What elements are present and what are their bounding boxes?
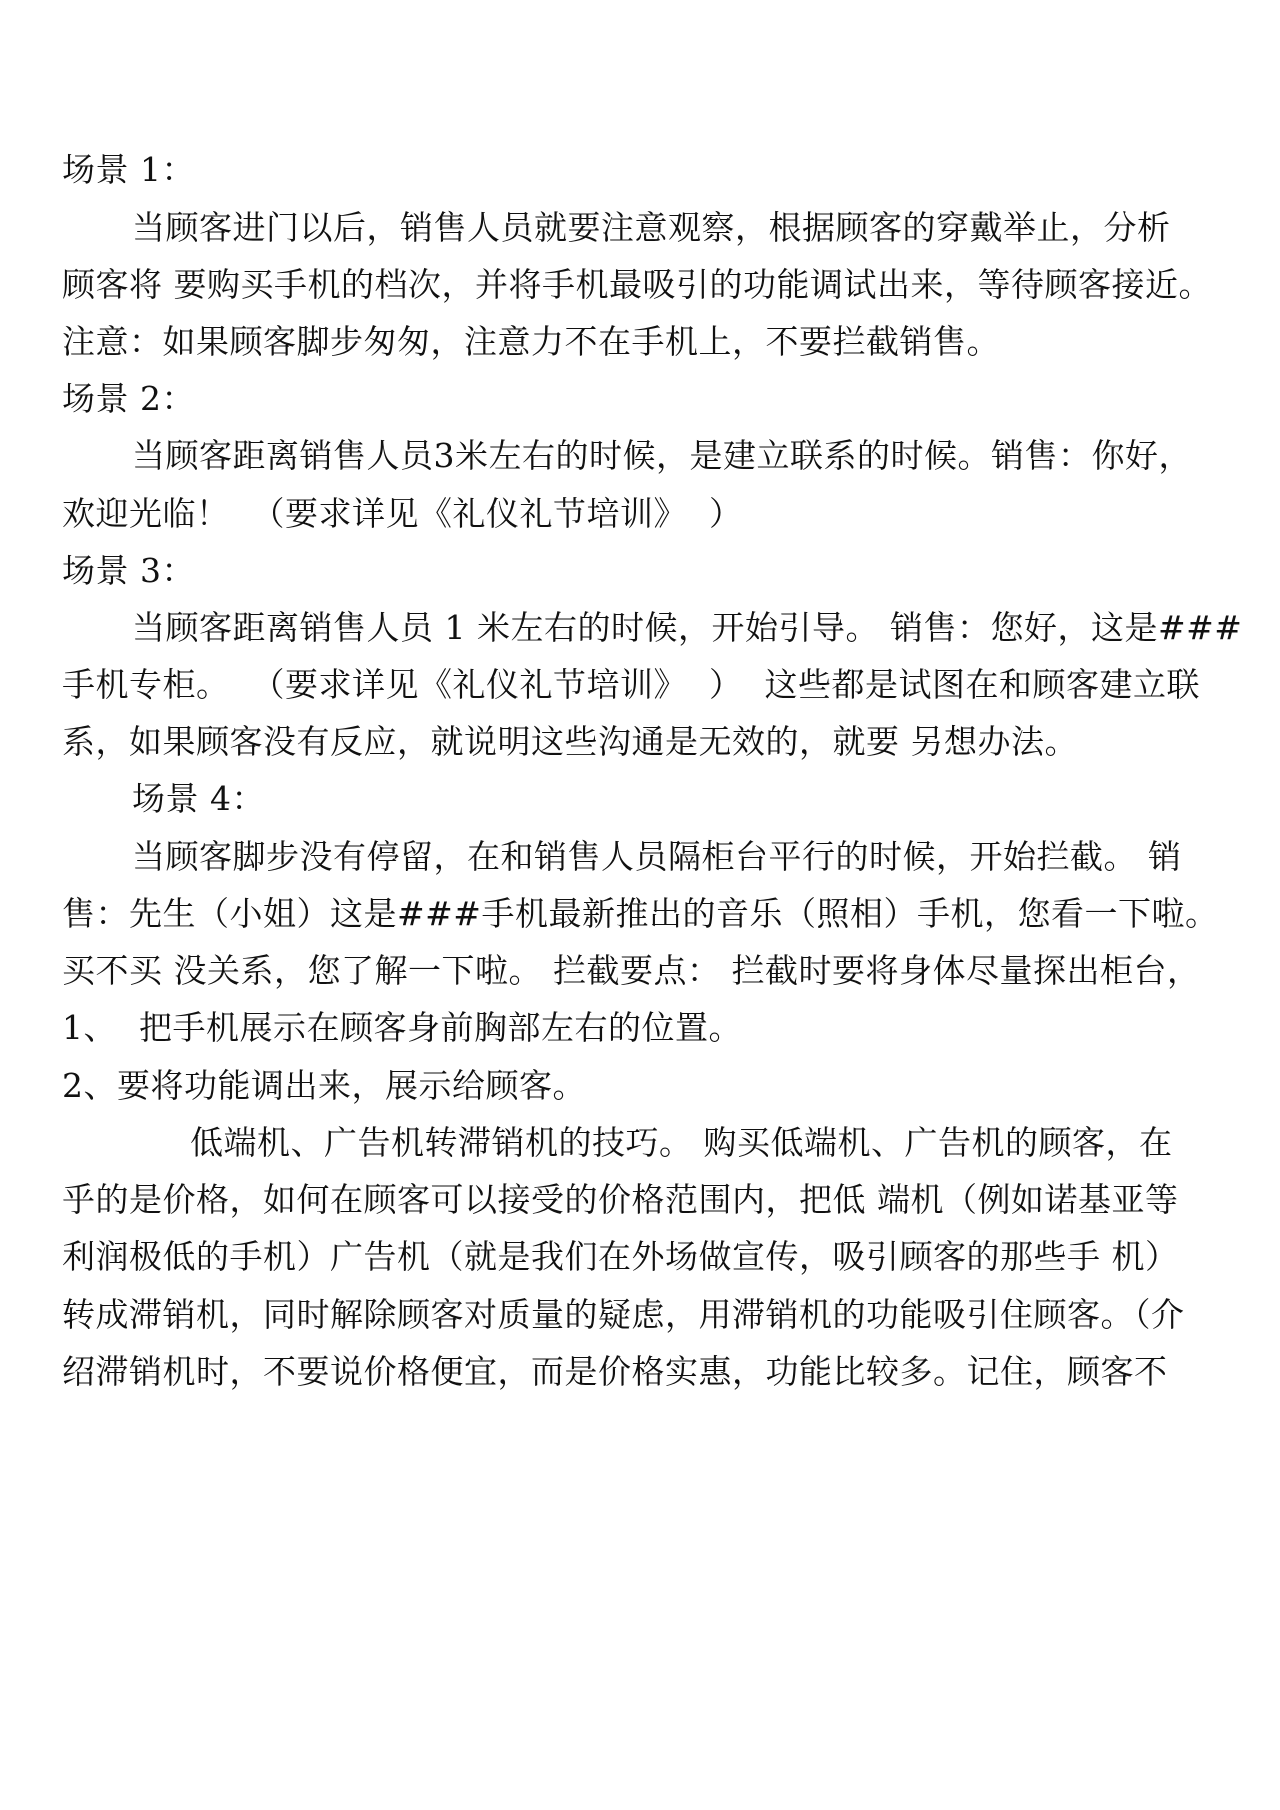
paragraph-line: 欢迎光临！ （要求详见《礼仪礼节培训》 ） [62, 494, 743, 533]
list-item: 1、 把手机展示在顾客身前胸部左右的位置。 [62, 1008, 742, 1047]
paragraph-line: 低端机、广告机转滞销机的技巧。 购买低端机、广告机的顾客，在 [190, 1123, 1173, 1162]
paragraph-line: 售：先生（小姐）这是###手机最新推出的音乐（照相）手机，您看一下啦。 [62, 894, 1219, 933]
paragraph-line: 转成滞销机，同时解除顾客对质量的疑虑，用滞销机的功能吸引住顾客。（介 [62, 1295, 1185, 1334]
paragraph-line: 当顾客进门以后，销售人员就要注意观察，根据顾客的穿戴举止，分析 [132, 208, 1171, 247]
list-item: 2、要将功能调出来，展示给顾客。 [62, 1066, 586, 1105]
paragraph-line: 顾客将 要购买手机的档次，并将手机最吸引的功能调试出来，等待顾客接近。 [62, 265, 1212, 304]
paragraph-line: 手机专柜。 （要求详见《礼仪礼节培训》 ） 这些都是试图在和顾客建立联 [62, 665, 1200, 704]
paragraph-line: 系，如果顾客没有反应，就说明这些沟通是无效的，就要 另想办法。 [62, 722, 1078, 761]
heading-scene-3: 场景 3： [62, 551, 195, 590]
paragraph-line: 绍滞销机时，不要说价格便宜，而是价格实惠，功能比较多。记住，顾客不 [62, 1352, 1168, 1391]
paragraph-line: 当顾客距离销售人员3米左右的时候，是建立联系的时候。销售：你好， [132, 436, 1192, 475]
heading-scene-1: 场景 1： [62, 150, 195, 189]
heading-scene-2: 场景 2： [62, 379, 195, 418]
paragraph-line: 当顾客距离销售人员 1 米左右的时候，开始引导。 销售：您好，这是### [132, 608, 1243, 647]
paragraph-line: 买不买 没关系，您了解一下啦。 拦截要点： 拦截时要将身体尽量探出柜台， [62, 951, 1201, 990]
heading-scene-4: 场景 4： [132, 779, 265, 818]
paragraph-line: 乎的是价格，如何在顾客可以接受的价格范围内，把低 端机（例如诺基亚等 [62, 1180, 1179, 1219]
paragraph-line: 注意：如果顾客脚步匆匆，注意力不在手机上，不要拦截销售。 [62, 322, 1000, 361]
paragraph-line: 当顾客脚步没有停留，在和销售人员隔柜台平行的时候，开始拦截。 销 [132, 837, 1182, 876]
paragraph-line: 利润极低的手机）广告机（就是我们在外场做宣传，吸引顾客的那些手 机） [62, 1237, 1179, 1276]
